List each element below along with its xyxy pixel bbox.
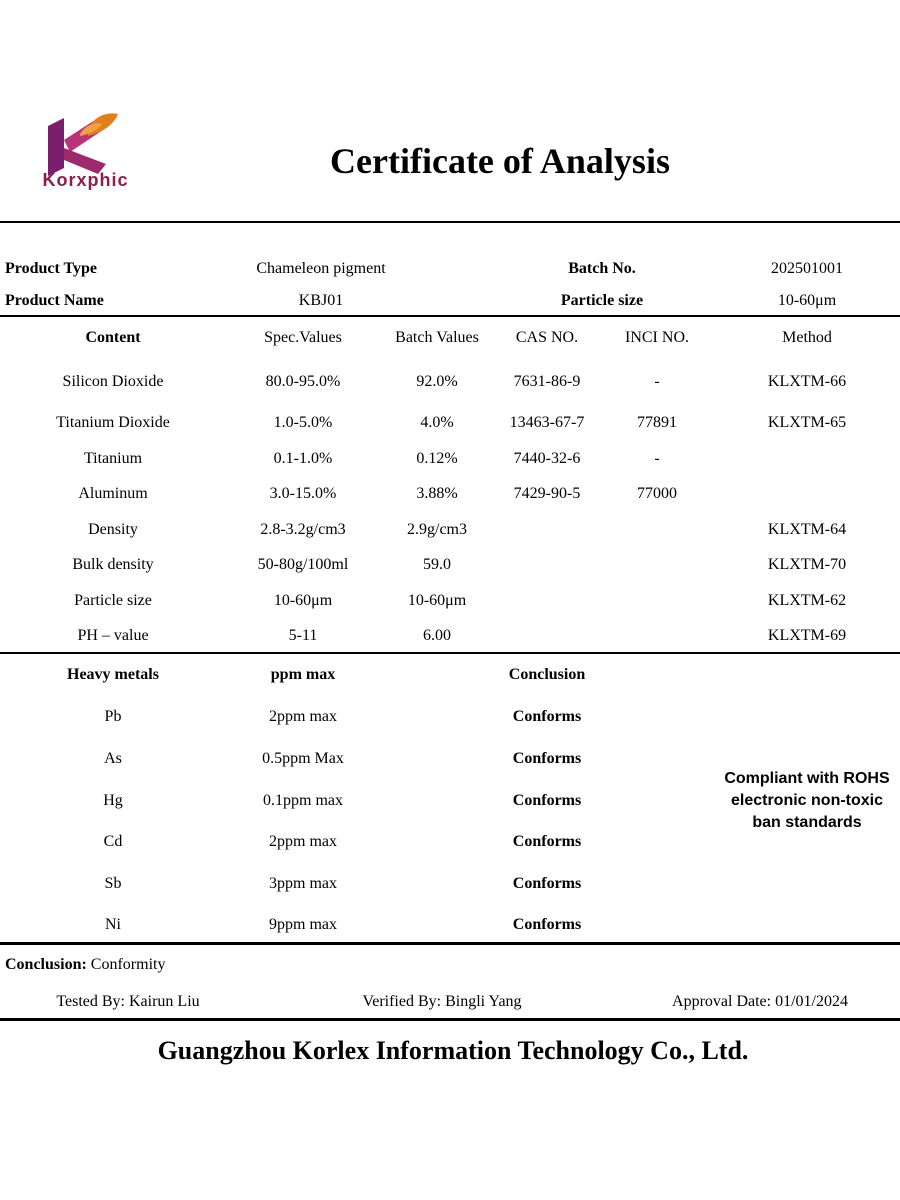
col-header-method: Method: [782, 329, 832, 346]
cell-spec: 10-60μm: [273, 592, 333, 609]
cell-inci: -: [654, 373, 660, 390]
cell-method: KLXTM-69: [767, 627, 847, 644]
cell-content: Density: [88, 521, 138, 538]
cell-batch: 59.0: [423, 556, 451, 573]
divider: [0, 652, 900, 654]
cell-cas: 13463-67-7: [509, 414, 585, 431]
cell-batch: 3.88%: [416, 485, 458, 502]
divider: [0, 221, 900, 223]
rohs-note-line: ban standards: [752, 814, 862, 831]
batch-no-label: Batch No.: [568, 260, 636, 277]
cell-spec: 2.8-3.2g/cm3: [260, 521, 346, 538]
col-header-batch: Batch Values: [395, 329, 479, 346]
cell-method: KLXTM-64: [767, 521, 847, 538]
cell-spec: 5-11: [288, 627, 318, 644]
cell-cas: 7631-86-9: [513, 373, 581, 390]
tested-by: Tested By: Kairun Liu: [56, 993, 200, 1010]
cell-content: Titanium: [83, 450, 143, 467]
cell-batch: 6.00: [423, 627, 451, 644]
product-name-label: Product Name: [5, 292, 104, 309]
cell-metal: Hg: [103, 792, 123, 809]
cell-conclusion: Conforms: [512, 833, 582, 850]
cell-spec: 80.0-95.0%: [265, 373, 341, 390]
col-header-cas: CAS NO.: [515, 329, 579, 346]
cell-spec: 50-80g/100ml: [257, 556, 349, 573]
cell-conclusion: Conforms: [512, 708, 582, 725]
cell-content: Bulk density: [72, 556, 154, 573]
cell-conclusion: Conforms: [512, 792, 582, 809]
cell-cas: 7429-90-5: [513, 485, 581, 502]
cell-inci: 77000: [637, 485, 677, 502]
cell-spec: 0.1-1.0%: [273, 450, 333, 467]
particle-size-label: Particle size: [560, 292, 644, 309]
cell-batch: 4.0%: [420, 414, 454, 431]
col-header-ppm-max: ppm max: [270, 666, 336, 683]
conclusion-line: [5, 955, 165, 975]
col-header-inci: INCI NO.: [625, 329, 689, 346]
col-header-spec: Spec.Values: [264, 329, 342, 346]
particle-size-value: 10-60μm: [777, 292, 837, 309]
cell-content: Silicon Dioxide: [62, 373, 164, 390]
rohs-compliance-note: [712, 768, 900, 834]
conclusion-label: Conclusion:: [5, 956, 87, 973]
cell-limit: 9ppm max: [269, 916, 337, 933]
cell-limit: 2ppm max: [269, 708, 337, 725]
cell-limit: 3ppm max: [269, 875, 337, 892]
cell-limit: 0.5ppm Max: [262, 750, 344, 767]
product-type-value: Chameleon pigment: [256, 260, 386, 277]
cell-method: KLXTM-66: [767, 373, 847, 390]
cell-spec: 3.0-15.0%: [269, 485, 337, 502]
cell-content: Particle size: [74, 592, 152, 609]
cell-conclusion: Conforms: [512, 875, 582, 892]
cell-metal: Cd: [103, 833, 123, 850]
cell-batch: 0.12%: [416, 450, 458, 467]
cell-metal: Ni: [105, 916, 121, 933]
cell-batch: 2.9g/cm3: [407, 521, 467, 538]
company-name: Guangzhou Korlex Information Technology Co., Ltd.: [157, 1036, 749, 1065]
cell-limit: 2ppm max: [269, 833, 337, 850]
col-header-content: Content: [85, 329, 141, 346]
col-header-heavy-metals: Heavy metals: [67, 666, 159, 683]
cell-metal: Pb: [104, 708, 122, 725]
brand-name: Korxphic: [42, 170, 129, 190]
cell-conclusion: Conforms: [512, 916, 582, 933]
cell-metal: As: [104, 750, 122, 767]
col-header-conclusion: Conclusion: [508, 666, 586, 683]
cell-conclusion: Conforms: [512, 750, 582, 767]
product-type-label: Product Type: [5, 260, 98, 277]
cell-batch: 92.0%: [416, 373, 458, 390]
cell-content: PH – value: [77, 627, 149, 644]
verified-by: Verified By: Bingli Yang: [362, 993, 522, 1010]
cell-spec: 1.0-5.0%: [273, 414, 333, 431]
approval-date: Approval Date: 01/01/2024: [672, 993, 848, 1010]
cell-inci: 77891: [637, 414, 677, 431]
conclusion-value: Conformity: [90, 956, 166, 973]
divider: [0, 942, 900, 945]
document-title: Certificate of Analysis: [330, 141, 670, 181]
cell-inci: -: [654, 450, 660, 467]
cell-method: KLXTM-70: [767, 556, 847, 573]
cell-metal: Sb: [104, 875, 122, 892]
cell-content: Aluminum: [78, 485, 148, 502]
cell-method: KLXTM-65: [767, 414, 847, 431]
cell-content: Titanium Dioxide: [56, 414, 170, 431]
rohs-note-line: electronic non-toxic: [730, 792, 884, 809]
batch-no-value: 202501001: [771, 260, 843, 277]
rohs-note-line: Compliant with ROHS: [724, 770, 890, 787]
cell-batch: 10-60μm: [407, 592, 467, 609]
divider: [0, 315, 900, 317]
cell-cas: 7440-32-6: [513, 450, 581, 467]
cell-limit: 0.1ppm max: [263, 792, 343, 809]
divider: [0, 1018, 900, 1021]
product-name-value: KBJ01: [298, 292, 344, 309]
cell-method: KLXTM-62: [767, 592, 847, 609]
